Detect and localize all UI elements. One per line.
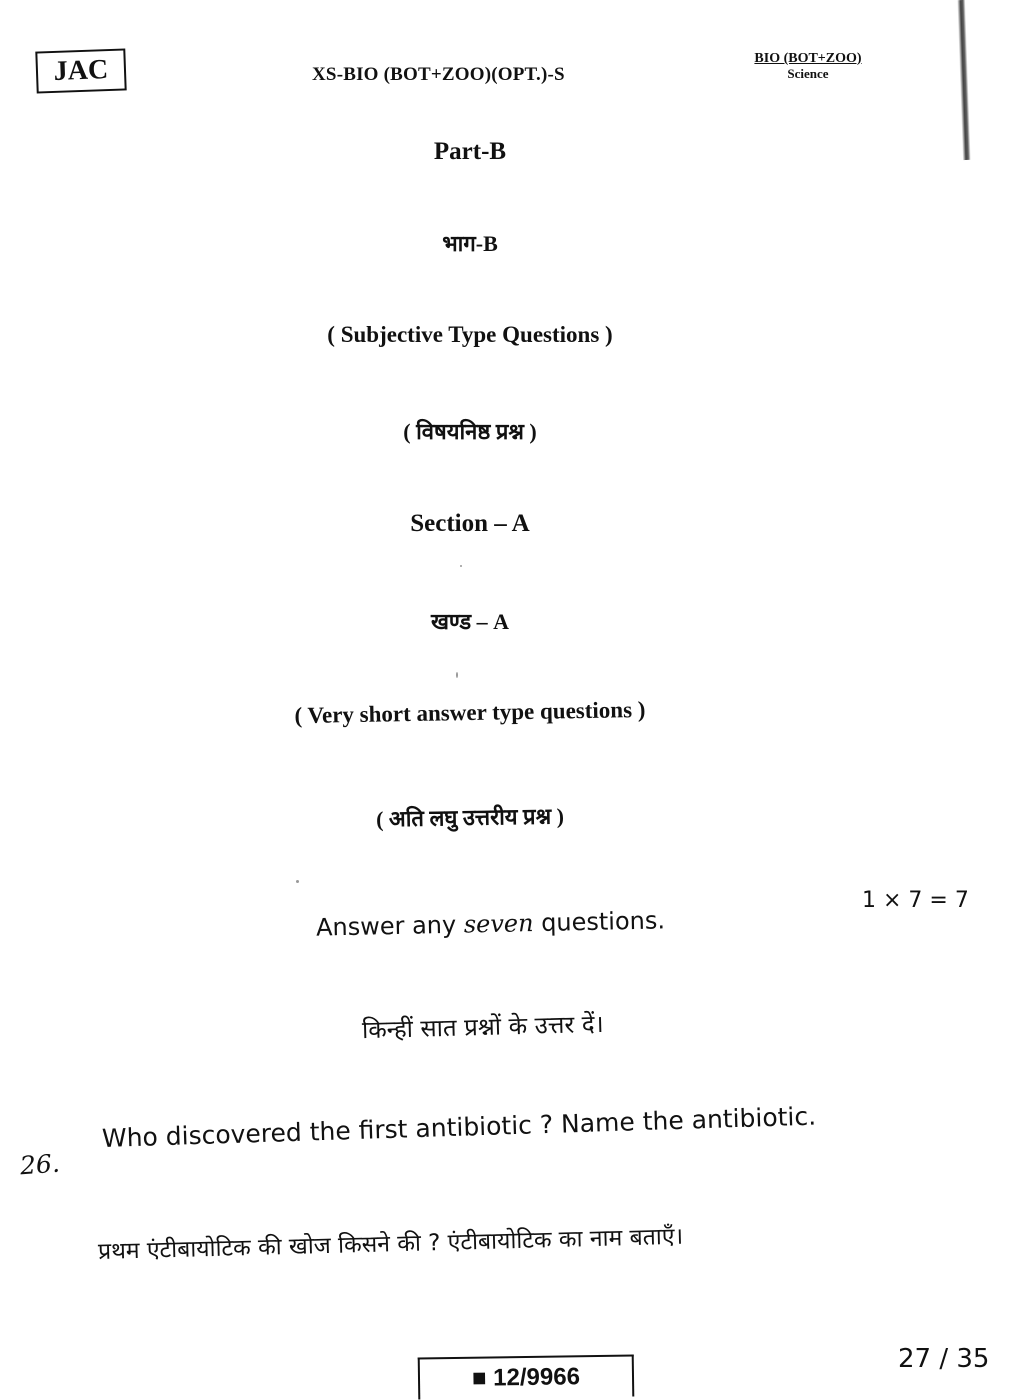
section-heading-hi: खण्ड – A [430, 609, 510, 634]
instruction-en-before: Answer any [315, 910, 465, 942]
scan-speck [456, 672, 458, 678]
question-number: 26. [19, 1148, 61, 1181]
question-type-heading-en: ( Subjective Type Questions ) [327, 322, 613, 347]
subject-label [735, 52, 881, 80]
instruction-en-emphasis: seven [463, 909, 534, 939]
instruction-hi: किन्हीं सात प्रश्नों के उत्तर दें। [361, 1009, 605, 1045]
question-text-hi: प्रथम एंटीबायोटिक की खोज किसने की ? एंटीबायोटिक का नाम बताएँ। [97, 1223, 684, 1265]
page-number: 27 / 35 [898, 1344, 990, 1374]
marks-allocation: 1 × 7 = 7 [862, 888, 969, 913]
scan-speck [296, 880, 299, 883]
scan-speck [460, 565, 462, 567]
board-label-box: JAC [35, 48, 126, 93]
subject-label-line2: Science [787, 65, 829, 81]
question-type-heading-hi: ( विषयनिष्ठ प्रश्न ) [403, 419, 537, 444]
part-heading-hi: भाग-B [442, 231, 498, 256]
instruction-en [316, 906, 665, 941]
booklet-code-box: ■ 12/9966 [418, 1354, 635, 1399]
answer-type-heading-hi: ( अति लघु उत्तरीय प्रश्न ) [375, 803, 565, 832]
answer-type-heading-en: ( Very short answer type questions ) [294, 696, 646, 729]
part-heading-en: Part-B [433, 138, 507, 165]
scan-edge-mark [957, 0, 971, 160]
section-heading-en: Section – A [410, 510, 530, 537]
subject-label-line1: BIO (BOT+ZOO) [754, 51, 862, 66]
question-text-en: Who discovered the first antibiotic ? Name the antibiotic. [101, 1101, 817, 1153]
instruction-en-after: questions. [533, 906, 666, 938]
paper-code: XS-BIO (BOT+ZOO)(OPT.)-S [312, 64, 565, 85]
